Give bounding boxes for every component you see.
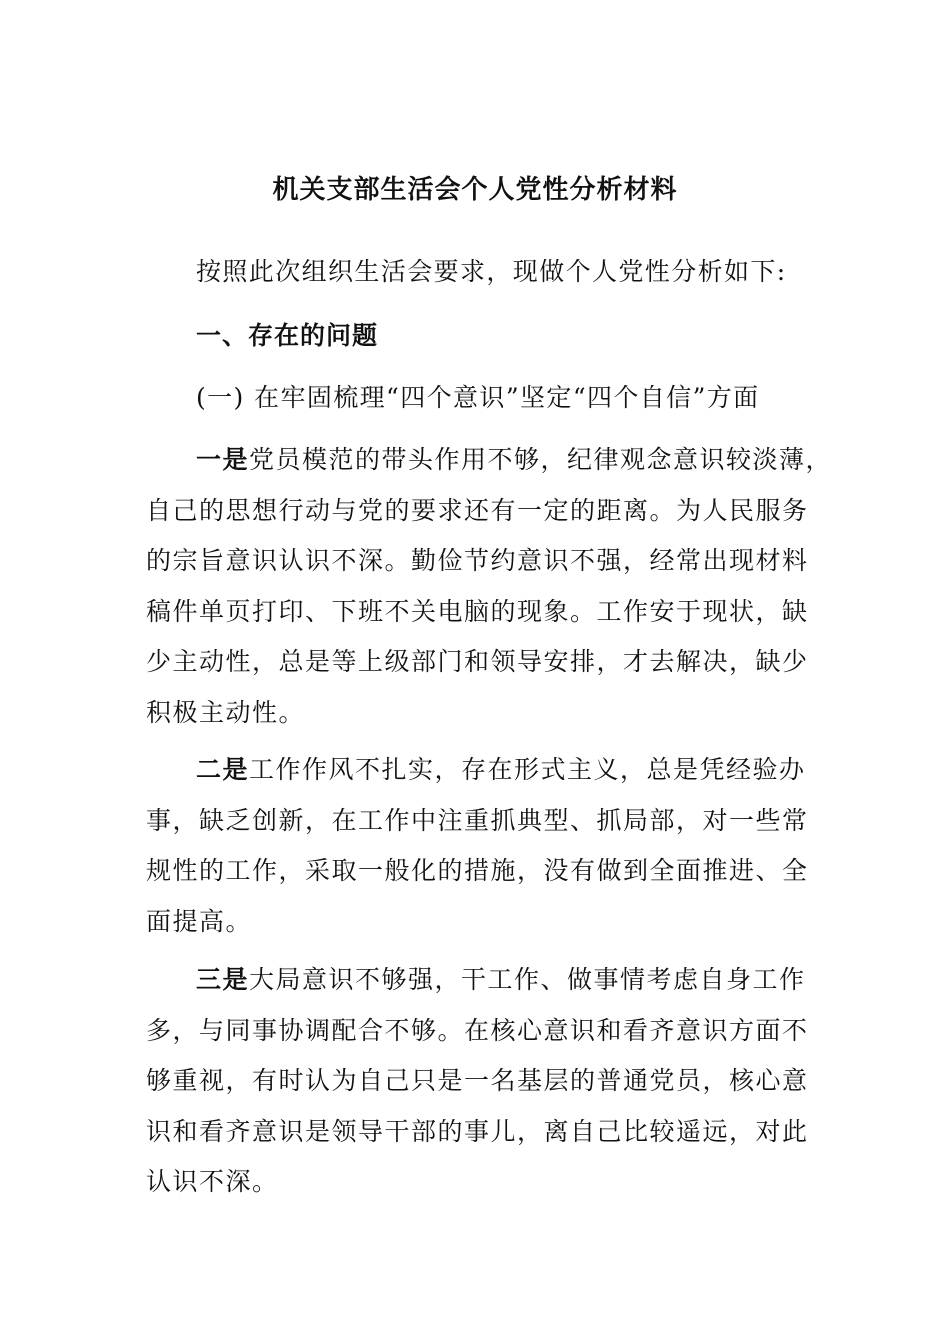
paragraph-text: 党员模范的带头作用不够，纪律观念意识较淡薄，	[249, 445, 833, 474]
paragraph-line: 积极主动性。	[146, 697, 306, 727]
subsection-heading: (一) 在牢固梳理“四个意识”坚定“四个自信”方面	[196, 383, 760, 412]
paragraph-text: 工作作风不扎实，存在形式主义，总是凭经验办	[249, 755, 806, 784]
paragraph-line: 面提高。	[146, 906, 253, 936]
paragraph-line	[146, 955, 806, 1006]
paragraph-line: 稿件单页打印、下班不关电脑的现象。工作安于现状，缺	[146, 596, 809, 626]
paragraph-line	[146, 745, 806, 796]
paragraph-line: 够重视，有时认为自己只是一名基层的普通党员，核心意	[146, 1066, 809, 1095]
paragraph-line: 多，与同事协调配合不够。在核心意识和看齐意识方面不	[146, 1015, 809, 1045]
point-paragraph-3	[146, 955, 809, 1208]
document-title: 机关支部生活会个人党性分析材料	[272, 175, 678, 205]
intro-paragraph: 按照此次组织生活会要求，现做个人党性分析如下:	[196, 257, 787, 286]
point-paragraph-2	[146, 745, 809, 947]
section-heading: 一、存在的问题	[196, 321, 379, 350]
paragraph-line: 认识不深。	[146, 1167, 279, 1196]
point-lead: 二是	[196, 755, 250, 784]
point-lead: 三是	[196, 965, 250, 994]
paragraph-line: 自己的思想行动与党的要求还有一定的距离。为人民服务	[146, 495, 809, 525]
point-lead: 一是	[196, 445, 250, 474]
paragraph-line: 事，缺乏创新，在工作中注重抓典型、抓局部，对一些常	[146, 805, 809, 835]
paragraph-line: 少主动性，总是等上级部门和领导安排，才去解决，缺少	[146, 647, 809, 676]
paragraph-line: 识和看齐意识是领导干部的事儿，离自己比较遥远，对此	[146, 1116, 809, 1146]
paragraph-line: 的宗旨意识认识不深。勤俭节约意识不强，经常出现材料	[146, 546, 809, 575]
paragraph-line: 规性的工作，采取一般化的措施，没有做到全面推进、全	[146, 856, 809, 885]
paragraph-line	[146, 435, 833, 486]
point-paragraph-1	[146, 435, 833, 738]
paragraph-text: 大局意识不够强，干工作、做事情考虑自身工作	[249, 965, 806, 994]
